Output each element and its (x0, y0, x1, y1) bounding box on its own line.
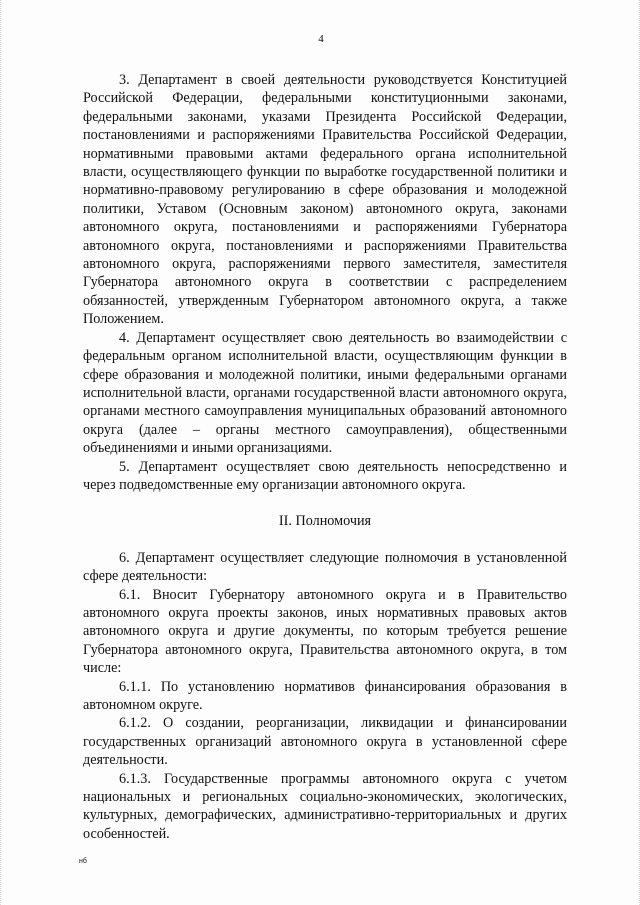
paragraph-6-1-1: 6.1.1. По установлению нормативов финансирования образования в автономном округе. (83, 678, 567, 713)
paragraph-3: 3. Департамент в своей деятельности руководствуется Конституцией Российской Федерации, федеральными конституционными законами, федеральными законами, указами Президента Российской Федерации, постановлениями и распоряжениями Правительства Российской Федерации, нормативными правовыми актами федерального органа исполнительной власти, осуществляющего функции по выработке государственной политики и нормативно-правовому регулированию в сфере образования и молодежной политики, Уставом (Основным законом) автономного округа, законами автономного округа, постановлениями и распоряжениями Губернатора автономного округа, постановлениями и распоряжениями Правительства автономного округа, распоряжениями первого заместителя, заместителя Губернатора автономного округа в соответствии с распределением обязанностей, утвержденным Губернатором автономного округа, а также Положением. (83, 72, 567, 328)
paragraph-4: 4. Департамент осуществляет свою деятельность во взаимодействии с федеральным органом исполнительной власти, осуществляющим функции в сфере образования и молодежной политики, иными федеральными органами исполнительной власти, органами государственной власти автономного округа, органами местного самоуправления муниципальных образований автономного округа (далее – органы местного самоуправления), общественными объединениями и иными организациями. (83, 329, 567, 457)
paragraph-6: 6. Департамент осуществляет следующие полномочия в установленной сфере деятельности: (83, 549, 567, 585)
paragraph-6-1-2: 6.1.2. О создании, реорганизации, ликвидации и финансировании государственных организаций автономного округа в установленной сфере деятельности. (83, 715, 567, 769)
paragraph-5: 5. Департамент осуществляет свою деятельность непосредственно и через подведомственные ему организации автономного округа. (83, 458, 567, 493)
paragraph-6-1-3: 6.1.3. Государственные программы автономного округа с учетом национальных и региональных социально-экономических, экологических, культурных, демографических, административно-территориальных и других особенностей. (83, 770, 567, 842)
section-heading: II. Полномочия (278, 513, 372, 530)
footer-code: нб (79, 858, 87, 865)
document-body (83, 71, 567, 843)
page-number: 4 (318, 33, 324, 45)
paragraph-6-1: 6.1. Вносит Губернатору автономного округа и в Правительство автономного округа проекты законов, иных нормативных правовых актов автономного округа и другие документы, по которым требуется решение Губернатора автономного округа, Правительства автономного округа, в том числе: (83, 586, 567, 677)
